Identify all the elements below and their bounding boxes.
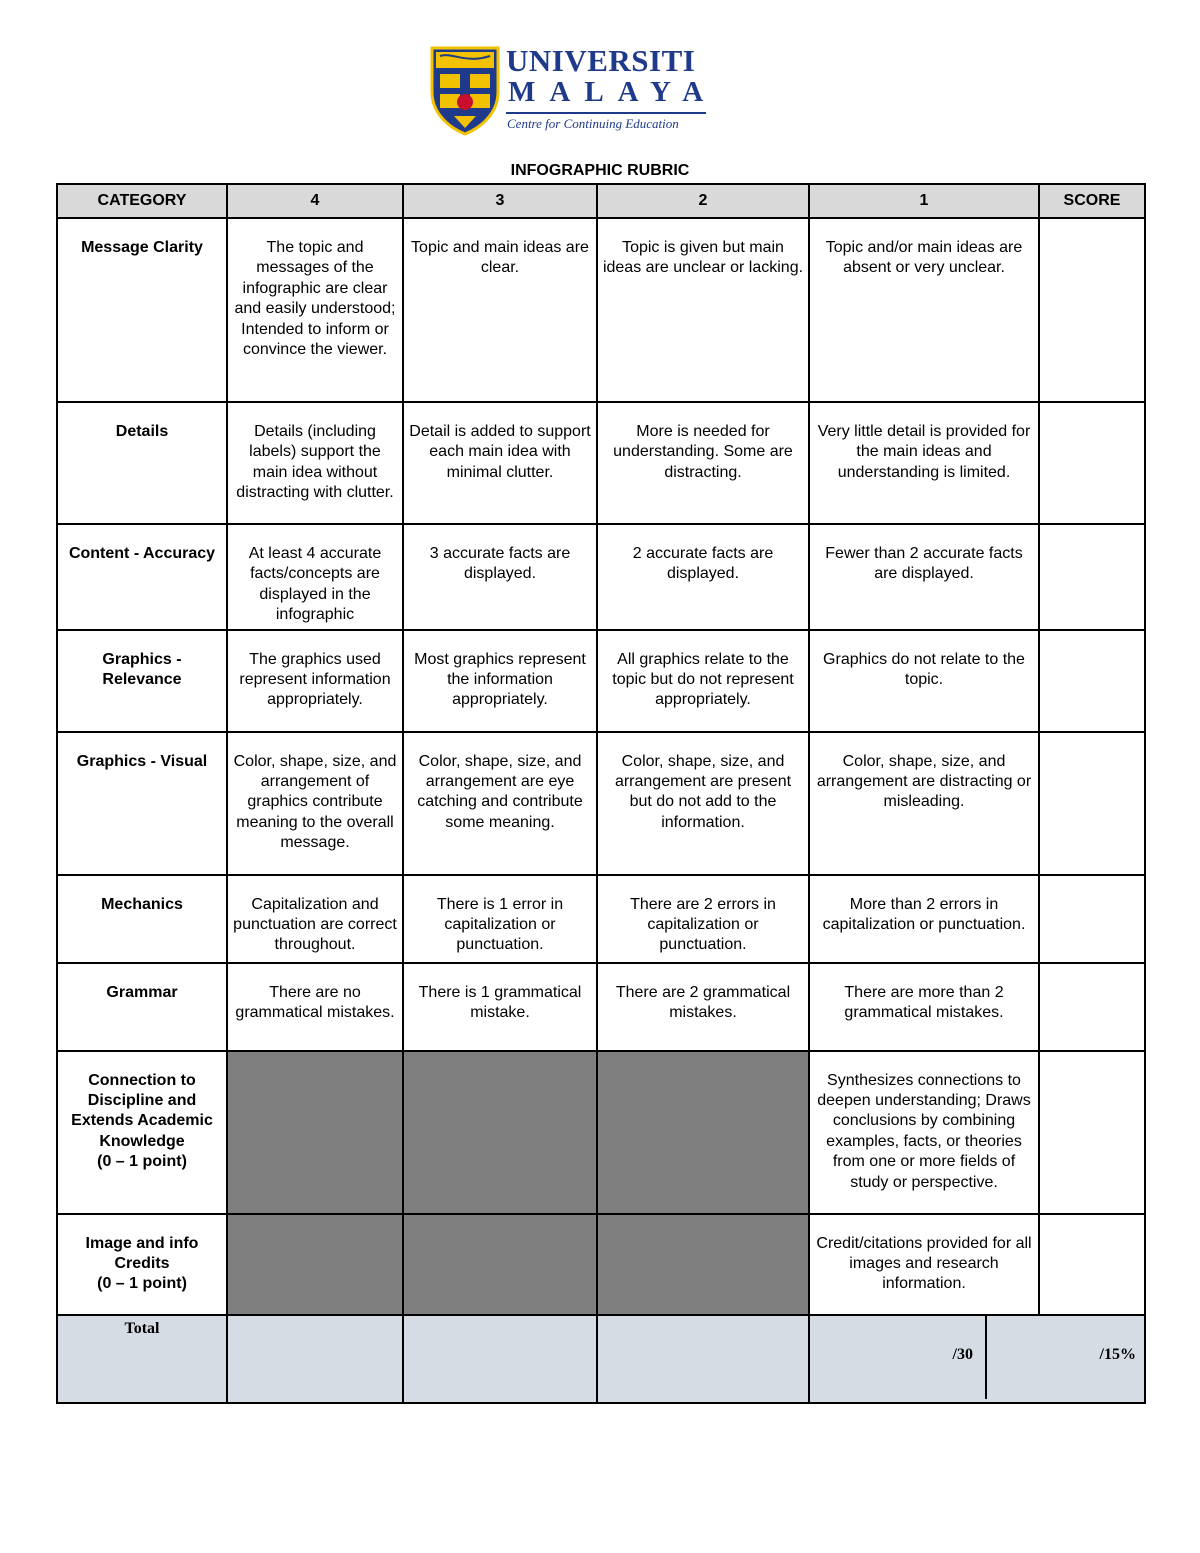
cell-1: Very little detail is provided for the main ideas and understanding is limited. [809, 402, 1039, 524]
cell-1: There are more than 2 grammatical mistakes. [809, 963, 1039, 1051]
cell-3: Most graphics represent the information appropriately. [403, 630, 597, 732]
cell-1: Fewer than 2 accurate facts are displayed. [809, 524, 1039, 630]
total-cell [403, 1315, 597, 1403]
header-2: 2 [597, 184, 809, 218]
logo-subtitle: Centre for Continuing Education [507, 116, 679, 131]
cell-4: At least 4 accurate facts/concepts are displayed in the infographic [227, 524, 403, 630]
cell-3: There is 1 error in capitalization or punctuation. [403, 875, 597, 963]
shaded-cell [597, 1051, 809, 1214]
table-row [57, 630, 1145, 732]
crest-icon [428, 44, 502, 136]
cell-3: Color, shape, size, and arrangement are eye catching and contribute some meaning. [403, 732, 597, 875]
shaded-cell [597, 1214, 809, 1315]
total-cell [227, 1315, 403, 1403]
cell-1: Color, shape, size, and arrangement are distracting or misleading. [809, 732, 1039, 875]
row-category-points: (0 – 1 point) [97, 1153, 187, 1171]
row-category-label: Image and info Credits [85, 1234, 199, 1273]
row-category: Mechanics [57, 875, 227, 963]
score-cell[interactable] [1039, 963, 1145, 1051]
row-category: Graphics - Relevance [57, 630, 227, 732]
cell-4: The graphics used represent information appropriately. [227, 630, 403, 732]
score-cell[interactable] [1039, 218, 1145, 402]
cell-3: 3 accurate facts are displayed. [403, 524, 597, 630]
row-category-points: (0 – 1 point) [97, 1275, 187, 1293]
row-category: Details [57, 402, 227, 524]
total-percent: /15% [1099, 1346, 1136, 1364]
cell-2: Topic is given but main ideas are unclear or lacking. [597, 218, 809, 402]
shaded-cell [227, 1051, 403, 1214]
cell-2: All graphics relate to the topic but do not represent appropriately. [597, 630, 809, 732]
row-category: Graphics - Visual [57, 732, 227, 875]
table-row [57, 524, 1145, 630]
logo-name-line1: UNIVERSITI [506, 43, 696, 78]
score-cell[interactable] [1039, 1214, 1145, 1315]
cell-4: The topic and messages of the infographic are clear and easily understood; Intended to inform or convince the viewer. [227, 218, 403, 402]
header-category: CATEGORY [57, 184, 227, 218]
score-cell[interactable] [1039, 630, 1145, 732]
table-row [57, 402, 1145, 524]
score-cell[interactable] [1039, 732, 1145, 875]
cell-2: Color, shape, size, and arrangement are present but do not add to the information. [597, 732, 809, 875]
total-row [57, 1315, 1145, 1403]
cell-2: 2 accurate facts are displayed. [597, 524, 809, 630]
score-cell[interactable] [1039, 875, 1145, 963]
table-row [57, 732, 1145, 875]
header-score: SCORE [1039, 184, 1145, 218]
row-category: Grammar [57, 963, 227, 1051]
total-summary [809, 1315, 1145, 1403]
header-1: 1 [809, 184, 1039, 218]
table-row [57, 218, 1145, 402]
cell-3: There is 1 grammatical mistake. [403, 963, 597, 1051]
cell-4: Details (including labels) support the main idea without distracting with clutter. [227, 402, 403, 524]
cell-1: Topic and/or main ideas are absent or very unclear. [809, 218, 1039, 402]
cell-2: More is needed for understanding. Some are distracting. [597, 402, 809, 524]
row-category-label: Connection to Discipline and Extends Academic Knowledge [71, 1071, 213, 1150]
cell-4: Capitalization and punctuation are correct throughout. [227, 875, 403, 963]
header-row [57, 184, 1145, 218]
row-category [57, 1214, 227, 1315]
logo-divider [506, 112, 706, 114]
score-cell[interactable] [1039, 524, 1145, 630]
row-category: Message Clarity [57, 218, 227, 402]
rubric-table [56, 183, 1146, 1404]
cell-4: There are no grammatical mistakes. [227, 963, 403, 1051]
table-row [57, 875, 1145, 963]
row-category: Content - Accuracy [57, 524, 227, 630]
table-row [57, 1214, 1145, 1315]
document-title: INFOGRAPHIC RUBRIC [510, 162, 690, 179]
shaded-cell [403, 1214, 597, 1315]
cell-1: Synthesizes connections to deepen understanding; Draws conclusions by combining examples, facts, or theories from one or more fields of study or perspective. [809, 1051, 1039, 1214]
total-label: Total [57, 1315, 227, 1403]
cell-1: Graphics do not relate to the topic. [809, 630, 1039, 732]
header-4: 4 [227, 184, 403, 218]
table-row [57, 963, 1145, 1051]
total-points: /30 [809, 1315, 987, 1399]
university-logo [428, 44, 718, 140]
table-row [57, 1051, 1145, 1214]
shaded-cell [227, 1214, 403, 1315]
cell-2: There are 2 errors in capitalization or punctuation. [597, 875, 809, 963]
cell-1: More than 2 errors in capitalization or punctuation. [809, 875, 1039, 963]
cell-4: Color, shape, size, and arrangement of graphics contribute meaning to the overall message. [227, 732, 403, 875]
cell-3: Topic and main ideas are clear. [403, 218, 597, 402]
header-3: 3 [403, 184, 597, 218]
row-category [57, 1051, 227, 1214]
score-cell[interactable] [1039, 402, 1145, 524]
total-cell [597, 1315, 809, 1403]
score-cell[interactable] [1039, 1051, 1145, 1214]
logo-name-line2: MALAYA [508, 76, 718, 108]
cell-1: Credit/citations provided for all images and research information. [809, 1214, 1039, 1315]
cell-2: There are 2 grammatical mistakes. [597, 963, 809, 1051]
shaded-cell [403, 1051, 597, 1214]
cell-3: Detail is added to support each main idea with minimal clutter. [403, 402, 597, 524]
